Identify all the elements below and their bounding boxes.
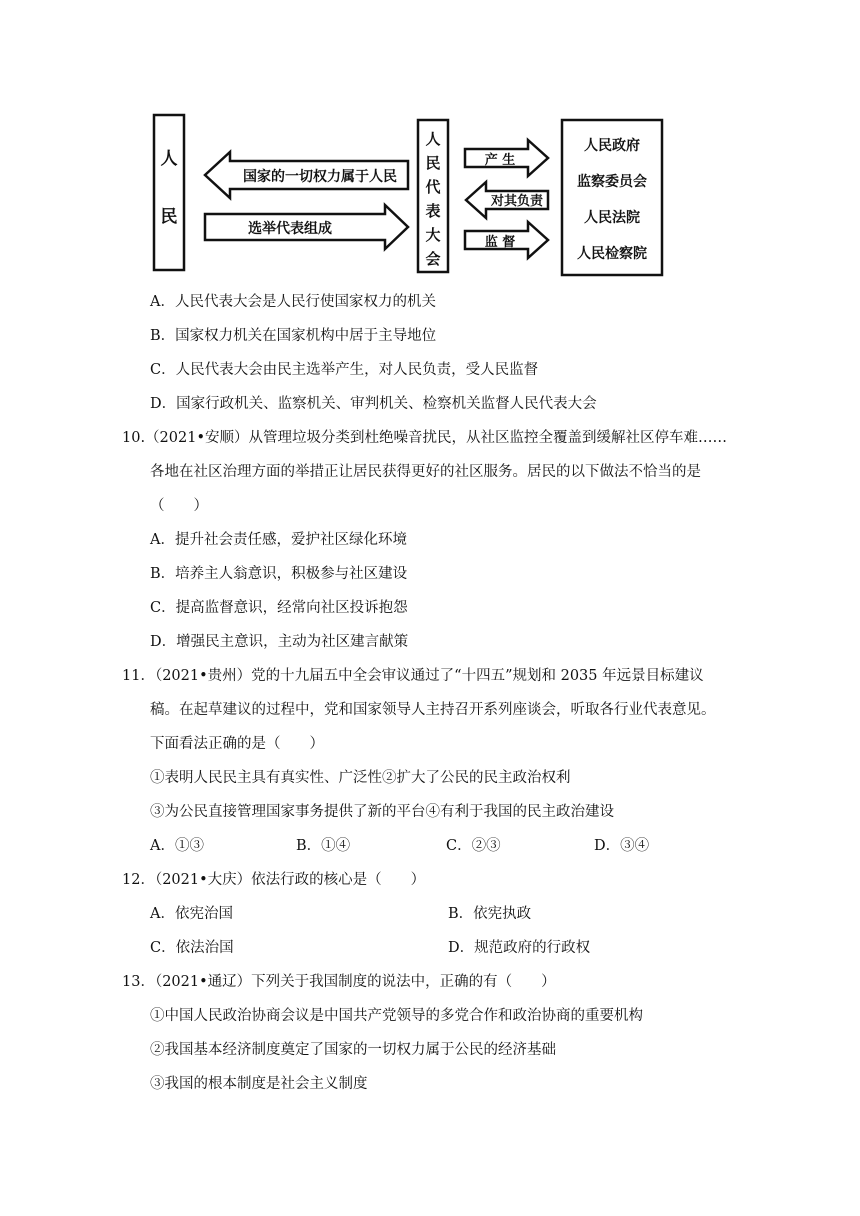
q13-stem: 13．（2021•通辽）下列关于我国制度的说法中，正确的有（ ） <box>122 974 556 990</box>
q11-option-c: C．②③ <box>446 838 501 854</box>
supervise-arrow-label: 监 督 <box>484 235 516 250</box>
q11-statement-2: ③为公民直接管理国家事务提供了新的平台④有利于我国的民主政治建设 <box>150 804 614 820</box>
q10-stem-line-2: 各地在社区治理方面的举措正让居民获得更好的社区服务。居民的以下做法不恰当的是 <box>150 464 701 480</box>
npc-char-6: 会 <box>425 250 441 268</box>
people-box <box>154 115 184 270</box>
npc-char-2: 民 <box>425 154 441 172</box>
q13-statement-3: ③我国的根本制度是社会主义制度 <box>150 1076 368 1092</box>
npc-char-3: 代 <box>425 178 441 196</box>
organ-government: 人民政府 <box>584 138 640 154</box>
q10-option-b: B．培养主人翁意识，积极参与社区建设 <box>150 566 408 582</box>
responsible-arrow-label: 对其负责 <box>490 194 544 209</box>
q12-option-c: C．依法治国 <box>150 940 234 956</box>
q11-option-a: A．①③ <box>150 838 204 854</box>
q11-stem-line-3: 下面看法正确的是（ ） <box>150 736 324 752</box>
power-arrow-label: 国家的一切权力属于人民 <box>243 169 397 185</box>
q12-option-a: A．依宪治国 <box>150 906 233 922</box>
organ-supervision-commission: 监察委员会 <box>577 174 647 190</box>
q11-option-b: B．①④ <box>296 838 351 854</box>
q11-option-d: D．③④ <box>594 838 650 854</box>
q10-option-a: A．提升社会责任感，爱护社区绿化环境 <box>150 532 407 548</box>
q11-stem-line-1: 11．（2021•贵州）党的十九届五中全会审议通过了“十四五”规划和 2035 年远景目标建议 <box>122 668 704 684</box>
q9-option-a: A．人民代表大会是人民行使国家权力的机关 <box>150 294 436 310</box>
q9-option-c: C．人民代表大会由民主选举产生，对人民负责，受人民监督 <box>150 362 539 378</box>
people-char-2: 民 <box>160 207 178 227</box>
q12-option-b: B．依宪执政 <box>448 906 532 922</box>
q13-statement-2: ②我国基本经济制度奠定了国家的一切权力属于公民的经济基础 <box>150 1042 556 1058</box>
npc-char-5: 大 <box>425 226 441 244</box>
npc-char-1: 人 <box>425 130 441 148</box>
q11-stem-line-2: 稿。在起草建议的过程中，党和国家领导人主持召开系列座谈会，听取各行业代表意见。 <box>150 702 716 718</box>
organ-court: 人民法院 <box>584 210 640 226</box>
q9-option-b: B．国家权力机关在国家机构中居于主导地位 <box>150 328 437 344</box>
q11-statement-1: ①表明人民民主具有真实性、广泛性②扩大了公民的民主政治权利 <box>150 770 571 786</box>
elect-arrow-label: 选举代表组成 <box>248 221 332 237</box>
q12-option-d: D．规范政府的行政权 <box>448 940 591 956</box>
q10-option-c: C．提高监督意识，经常向社区投诉抱怨 <box>150 600 408 616</box>
npc-char-4: 表 <box>425 202 441 220</box>
state-organs-diagram <box>150 112 670 278</box>
q10-option-d: D．增强民主意识，主动为社区建言献策 <box>150 634 409 650</box>
q12-stem: 12．（2021•大庆）依法行政的核心是（ ） <box>122 872 426 888</box>
produce-arrow-label: 产 生 <box>484 153 516 168</box>
q10-stem-line-1: 10.（2021•安顺）从管理垃圾分类到杜绝噪音扰民，从社区监控全覆盖到缓解社区停车难…… <box>122 430 728 446</box>
organ-procuratorate: 人民检察院 <box>577 246 647 262</box>
q13-statement-1: ①中国人民政治协商会议是中国共产党领导的多党合作和政治协商的重要机构 <box>150 1008 643 1024</box>
people-char-1: 人 <box>160 149 178 169</box>
q10-stem-line-3: （ ） <box>150 498 208 514</box>
q9-option-d: D．国家行政机关、监察机关、审判机关、检察机关监督人民代表大会 <box>150 396 597 412</box>
